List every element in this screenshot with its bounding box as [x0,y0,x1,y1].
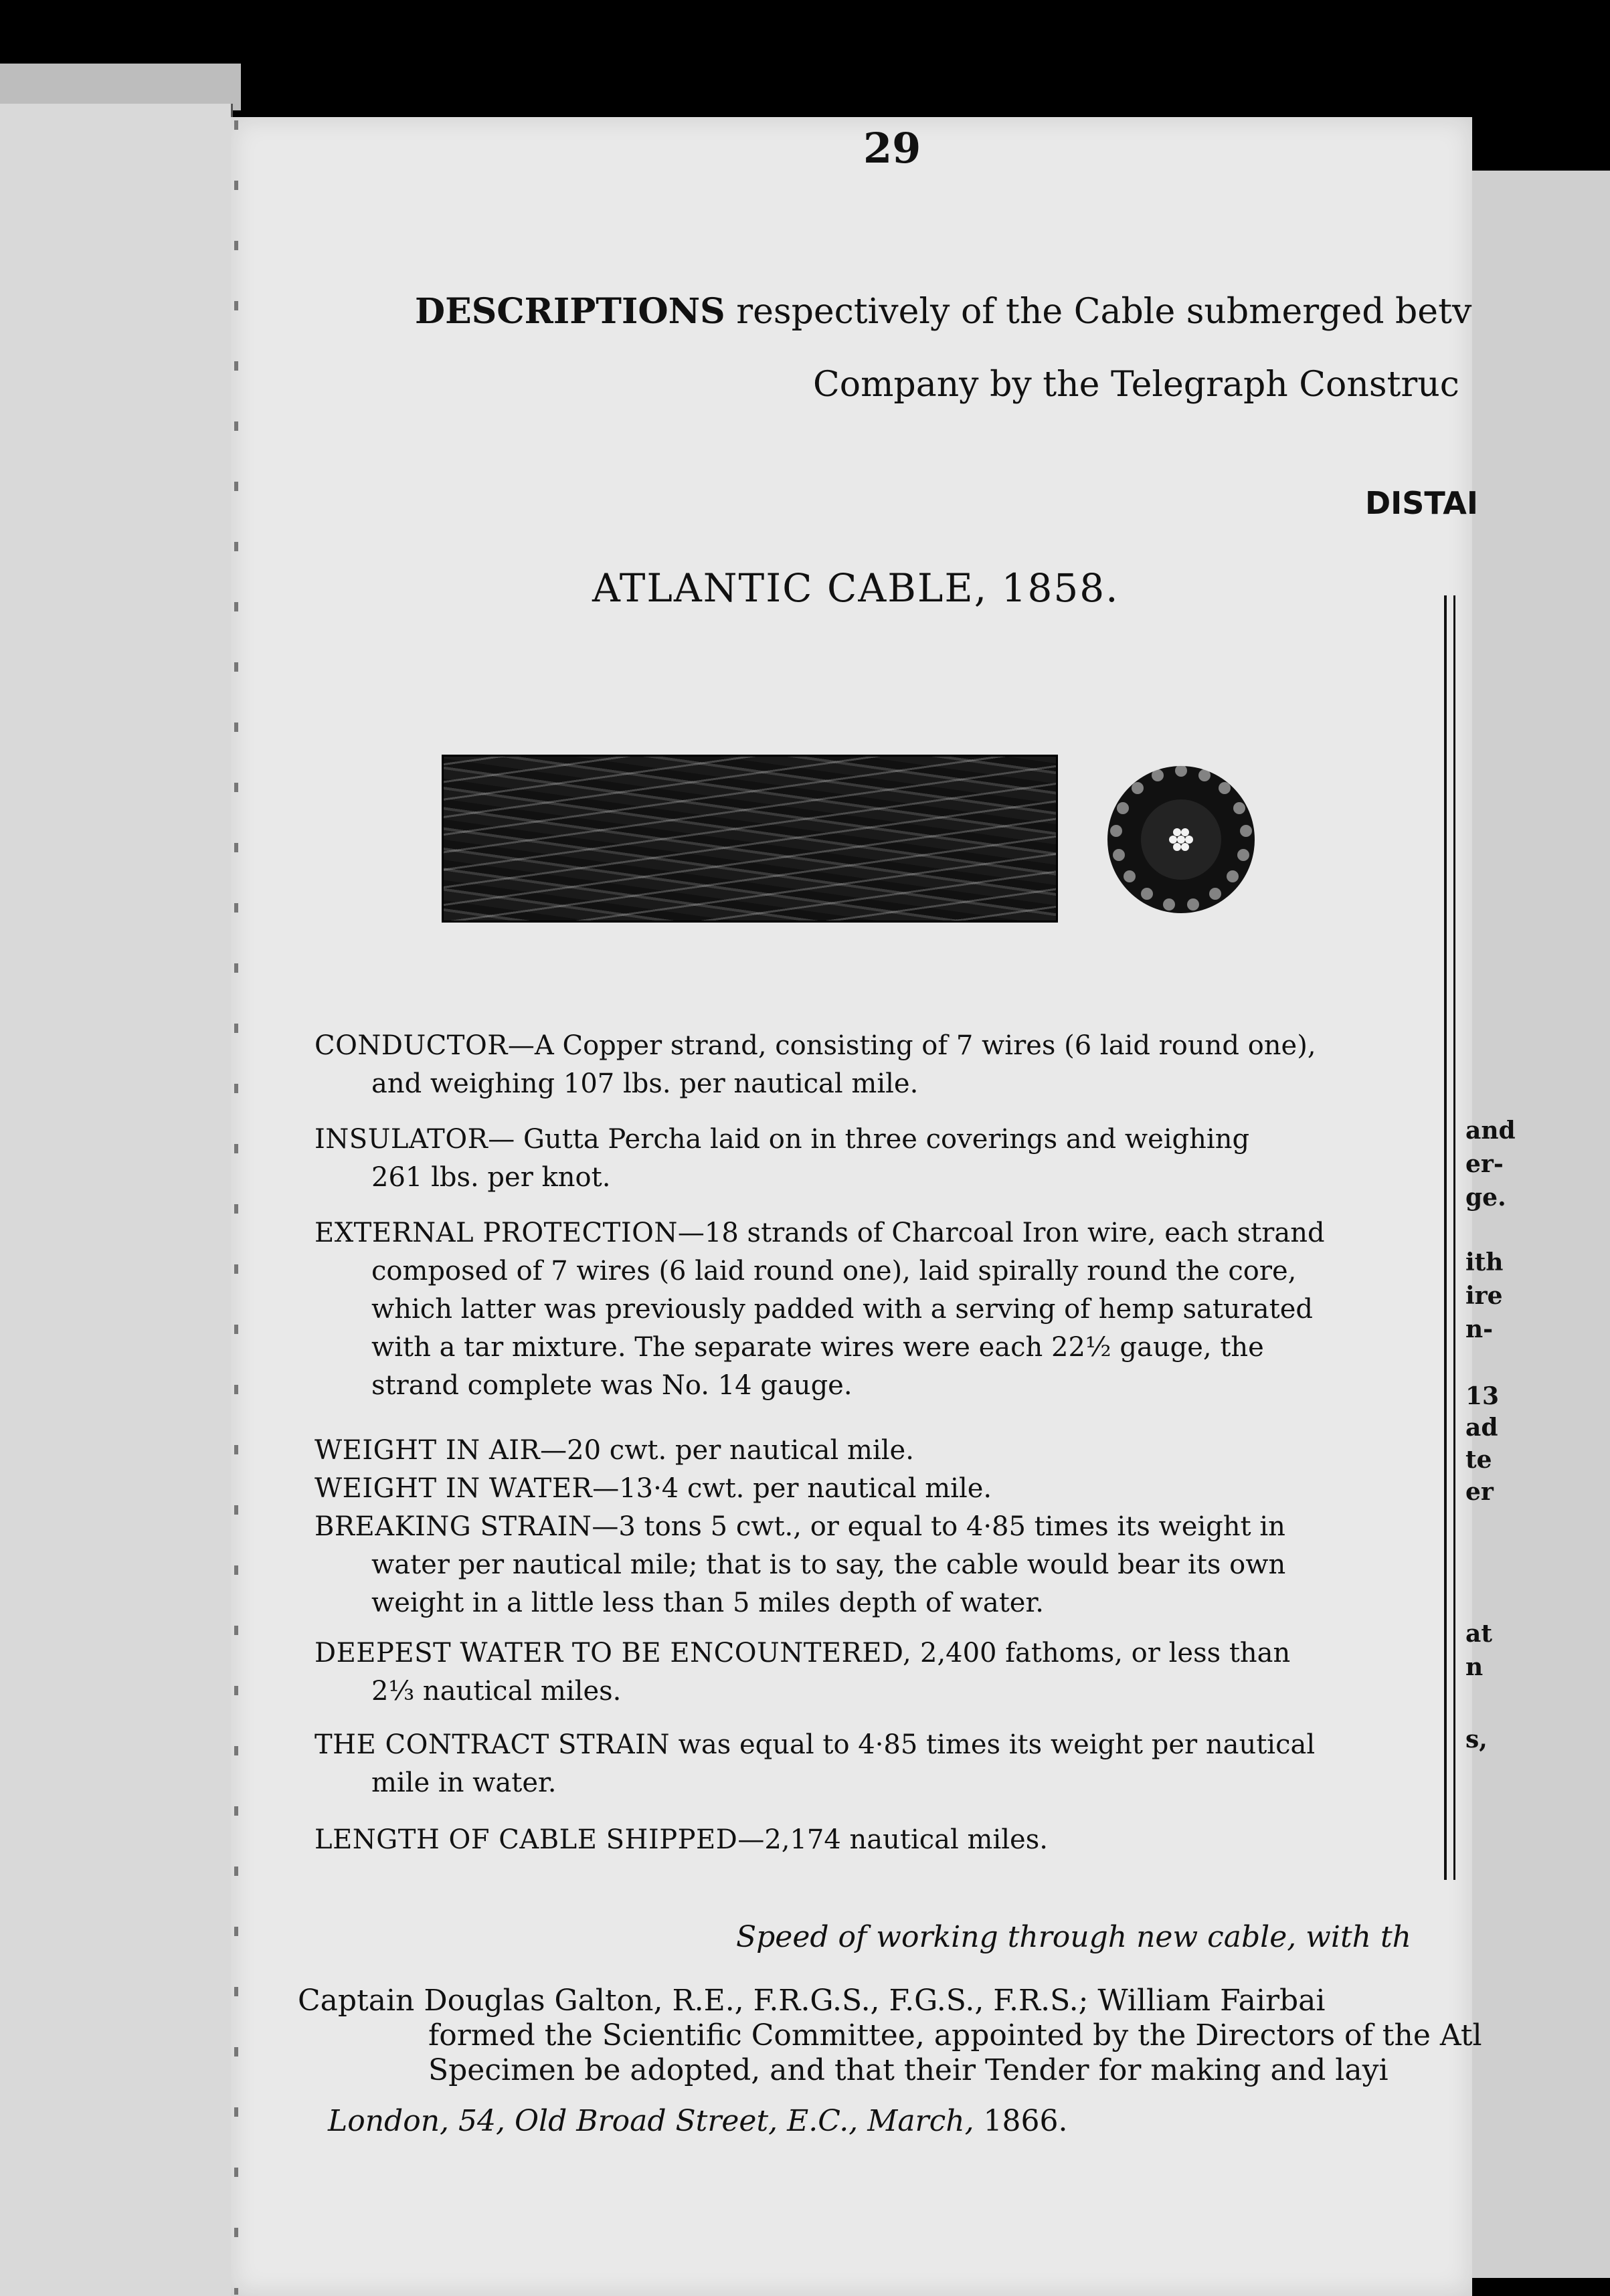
spec-deepest-line-1: 2,400 fathoms, or less than [911,1638,1291,1668]
spec-length-text: —2,174 nautical miles. [737,1824,1048,1855]
cable-title: ATLANTIC CABLE, 1858. [592,565,1120,611]
spec-conductor [315,1027,1358,1103]
left-page-edge [0,104,233,2296]
right-column-fragment: ith [1465,1248,1504,1276]
spec-breaking-head: BREAKING STRAIN [315,1511,592,1542]
spec-breaking-line-3: weight in a little less than 5 miles depth of water. [371,1588,1044,1618]
title-bold-word: DESCRIPTIONS [415,291,725,332]
spec-weight-in-air [315,1432,1358,1470]
spec-water-text: —13·4 cwt. per nautical mile. [592,1473,992,1504]
spec-conductor-line-2: and weighing 107 lbs. per nautical mile. [371,1068,919,1099]
footer-year: 1866. [983,2104,1068,2138]
spec-air-head: WEIGHT IN AIR [315,1435,541,1466]
committee-line-1: Captain Douglas Galton, R.E., F.R.G.S., F.G.S., F.R.S.; William Fairbai [298,1984,1326,2018]
speed-of-working-line: Speed of working through new cable, with th [736,1920,1411,1954]
vertical-rule [1453,595,1455,1880]
right-column-fragment: 13 [1465,1382,1500,1410]
right-column-fragment: te [1465,1446,1492,1474]
committee-line-2: formed the Scientific Committee, appointed by the Directors of the Atl [428,2018,1482,2052]
vertical-rule [1444,595,1447,1880]
main-page [231,117,1472,2296]
right-column-fragment: er [1465,1478,1494,1506]
right-column-fragment: ge. [1465,1183,1506,1212]
spec-deepest-line-2: 2⅓ nautical miles. [371,1676,622,1707]
spec-air-text: —20 cwt. per nautical mile. [540,1435,914,1466]
committee-line-3: Specimen be adopted, and that their Tender for making and layi [428,2053,1389,2087]
footer-place: London, 54, Old Broad Street, E.C., March, [328,2104,984,2138]
spec-external-head: EXTERNAL PROTECTION [315,1218,678,1248]
spec-breaking-line-2: water per nautical mile; that is to say, the cable would bear its own [371,1549,1286,1580]
right-column-fragment: ire [1465,1282,1503,1310]
spec-insulator-line-2: 261 lbs. per knot. [371,1162,611,1193]
spec-external-line-4: with a tar mixture. The separate wires were each 22½ gauge, the [371,1332,1264,1363]
spec-length-shipped [315,1821,1358,1859]
spec-contract-line-1: was equal to 4·85 times its weight per nautical [669,1729,1316,1760]
spec-water-head: WEIGHT IN WATER [315,1473,593,1504]
right-column-fragment: ad [1465,1414,1498,1442]
spec-contract-head: THE CONTRACT STRAIN [315,1729,670,1760]
binding-stitches [234,120,238,2295]
right-column-fragment: n- [1465,1315,1494,1343]
spec-breaking-line-1: —3 tons 5 cwt., or equal to 4·85 times its weight in [592,1511,1285,1542]
spec-breaking-strain [315,1508,1358,1622]
right-column-fragment: s, [1465,1725,1488,1753]
right-column-fragment: er- [1465,1150,1504,1178]
spec-external-protection [315,1214,1358,1405]
spec-insulator-line-1: — Gutta Percha laid on in three coverings and weighing [488,1124,1250,1155]
spec-contract-line-2: mile in water. [371,1767,557,1798]
spec-deepest-head: DEEPEST WATER TO BE ENCOUNTERED, [315,1638,912,1668]
right-column-fragment: and [1465,1117,1516,1145]
spec-length-head: LENGTH OF CABLE SHIPPED [315,1824,738,1855]
page-number: 29 [863,124,921,173]
title-line-2: Company by the Telegraph Construc [813,365,1459,405]
spec-insulator-head: INSULATOR [315,1124,488,1155]
right-column-fragment: n [1465,1653,1484,1681]
cable-side-view-illustration [442,755,1058,923]
spec-insulator [315,1121,1358,1197]
spec-deepest-water [315,1634,1358,1711]
cable-cross-section-illustration [1097,756,1265,923]
committee-paragraph [298,1984,1482,2088]
right-page-edge [1465,171,1610,2278]
spec-external-line-1: —18 strands of Charcoal Iron wire, each strand [677,1218,1325,1248]
title-line-1 [415,291,1471,332]
spec-conductor-line-1: —A Copper strand, consisting of 7 wires (6 laid round one), [507,1030,1316,1061]
spec-external-line-3: which latter was previously padded with a serving of hemp saturated [371,1294,1313,1325]
spec-weight-in-water [315,1470,1358,1508]
spec-conductor-head: CONDUCTOR [315,1030,508,1061]
right-column-fragment: at [1465,1620,1492,1648]
spec-external-line-5: strand complete was No. 14 gauge. [371,1370,853,1401]
spec-contract-strain [315,1726,1358,1802]
title-line-1-rest: respectively of the Cable submerged betv [725,292,1472,332]
footer-address-date [328,2104,1068,2138]
distance-heading: DISTAI [1365,485,1478,521]
spec-external-line-2: composed of 7 wires (6 laid round one), laid spirally round the core, [371,1256,1297,1286]
